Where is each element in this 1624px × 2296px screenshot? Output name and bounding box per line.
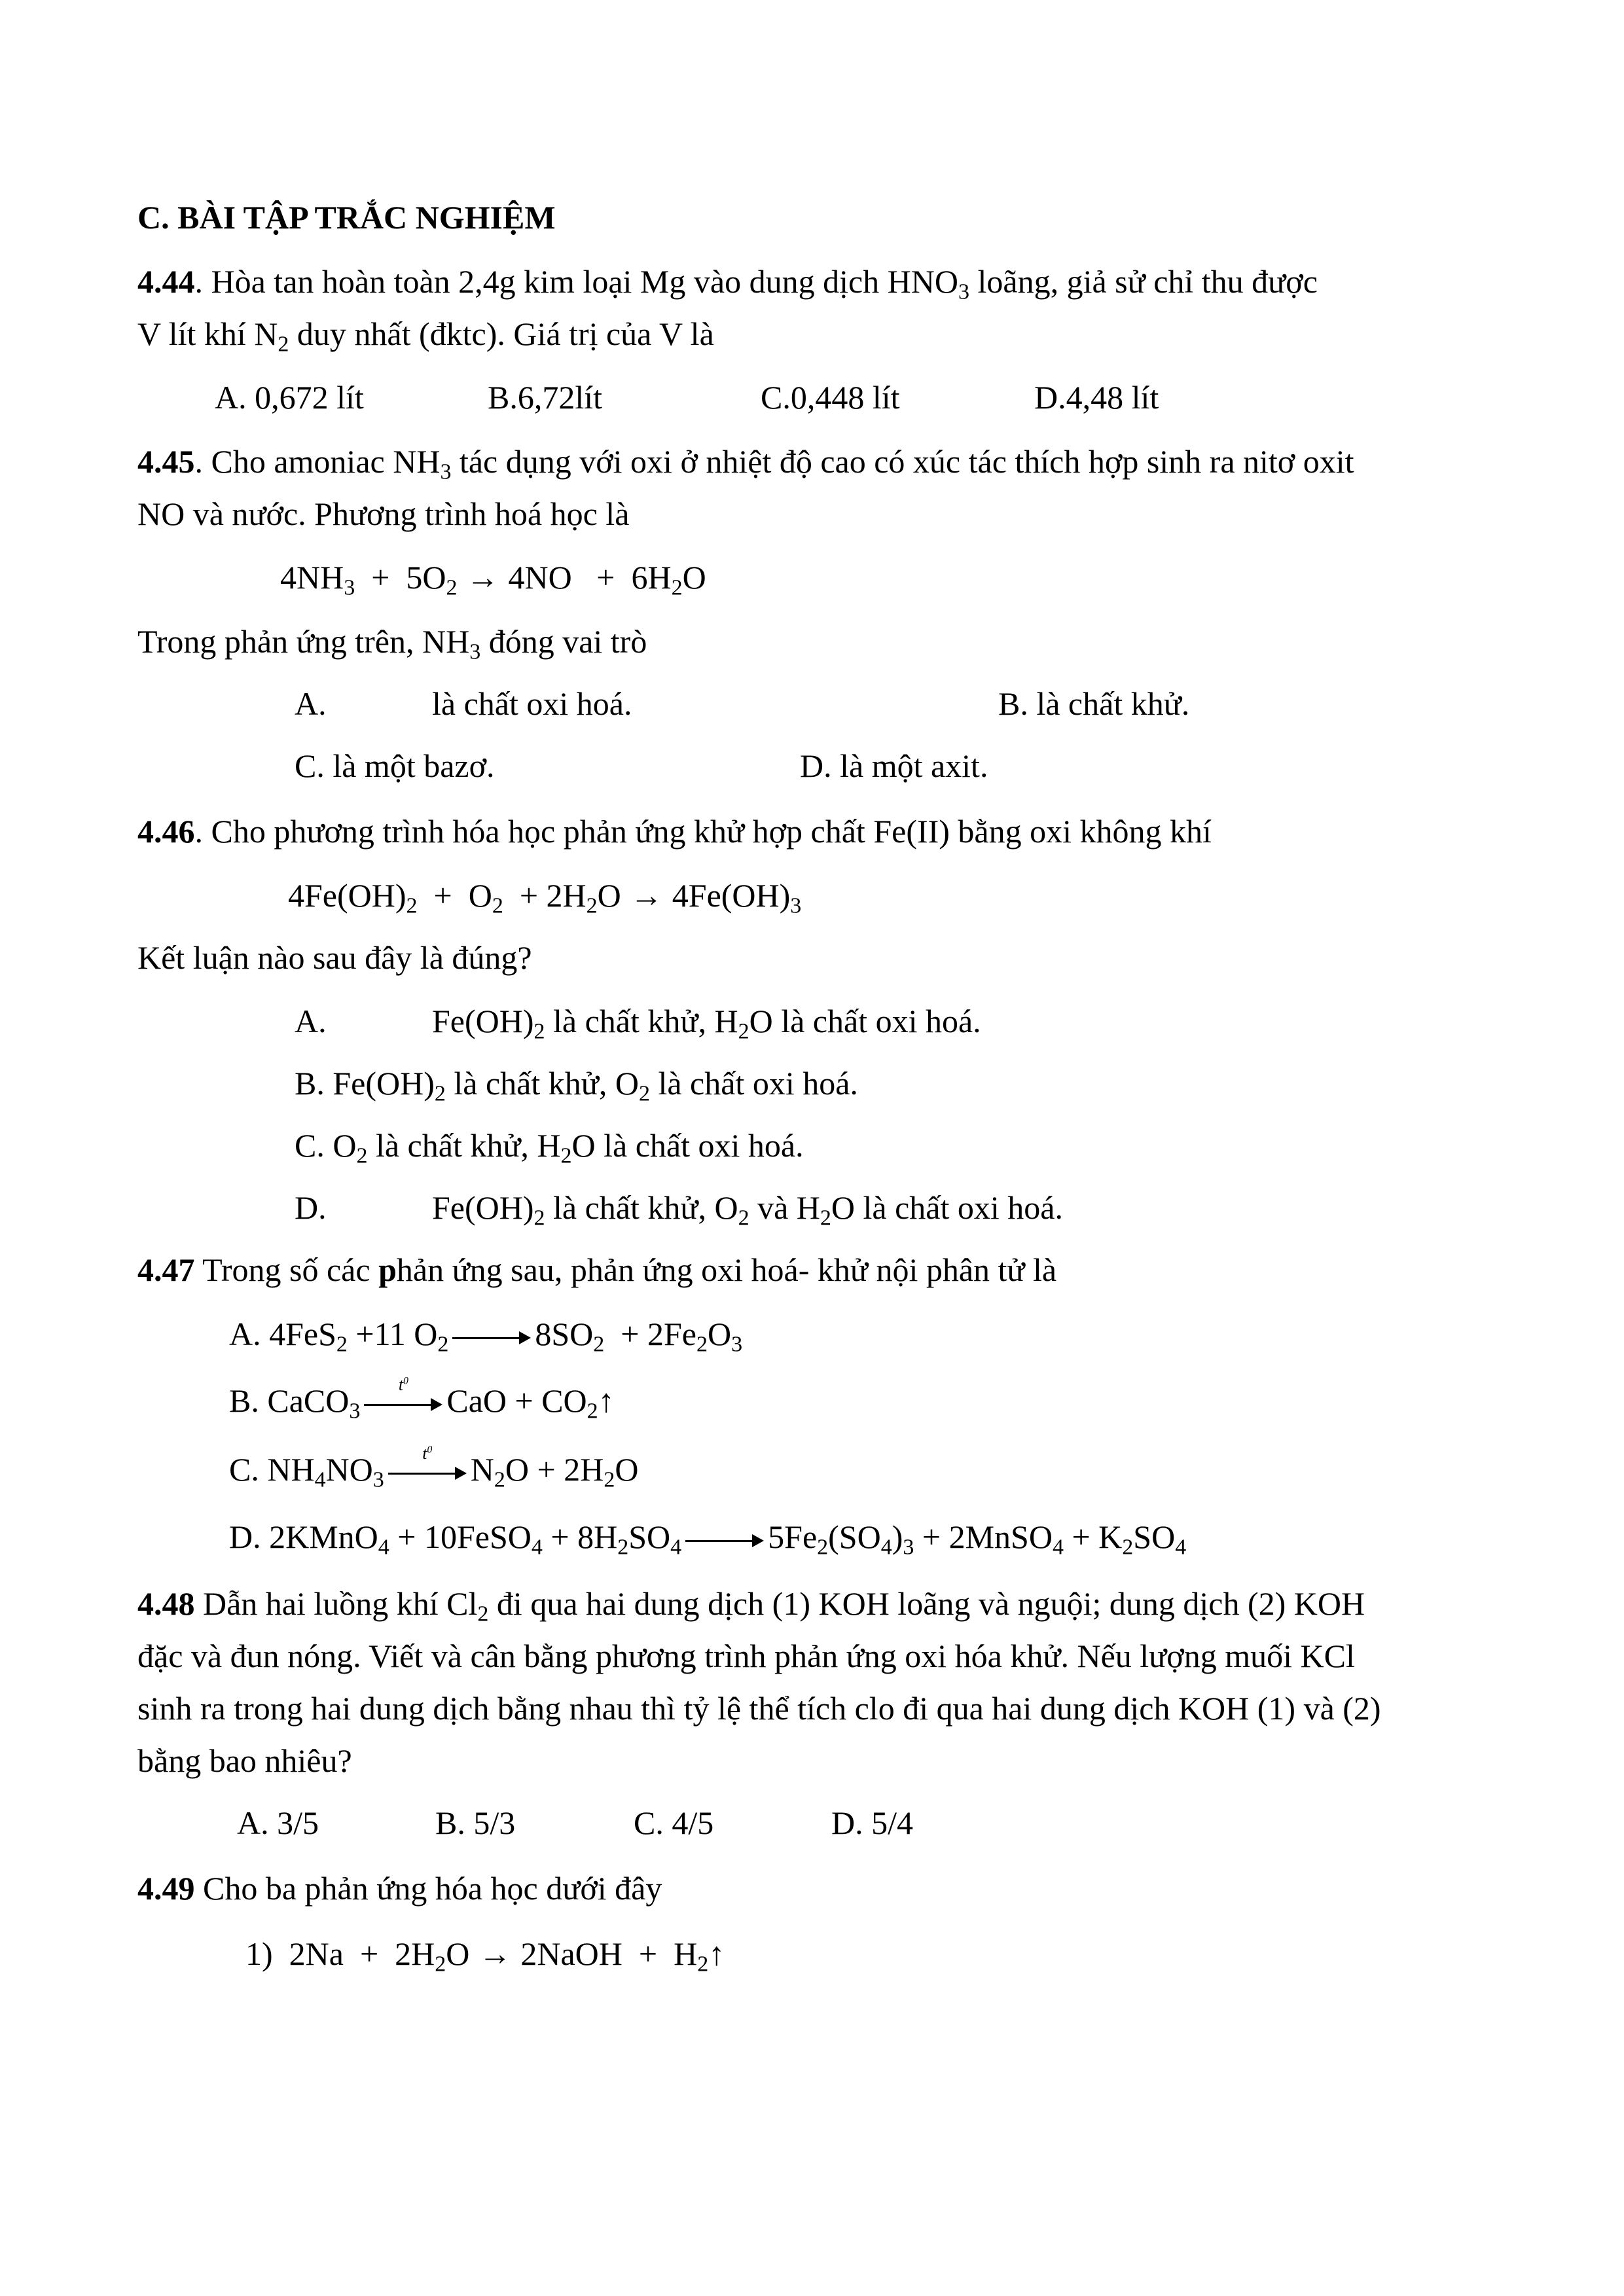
option-4-45-d: D. là một axit. <box>800 747 988 784</box>
up-arrow-icon: ↑ <box>598 1382 615 1419</box>
question-number: 4.48 <box>137 1585 195 1622</box>
arrow-icon: → <box>466 559 499 596</box>
option-4-48-a: A. 3/5 <box>237 1804 319 1841</box>
option-4-44-d: D.4,48 lít <box>1034 379 1159 416</box>
question-4-45-line-2: NO và nước. Phương trình hoá học là <box>137 495 630 532</box>
option-4-45-c: C. là một bazơ. <box>295 747 495 784</box>
question-number: 4.49 <box>137 1870 195 1907</box>
question-4-48-line-4: bằng bao nhiêu? <box>137 1742 352 1779</box>
question-4-47-line-1: 4.47 Trong số các phản ứng sau, phản ứng oxi hoá- khử nội phân tử là <box>137 1251 1057 1288</box>
question-4-48-line-3: sinh ra trong hai dung dịch bằng nhau thì tỷ lệ thể tích clo đi qua hai dung dịch KOH (1) và (2) <box>137 1690 1381 1727</box>
long-arrow-icon <box>685 1531 764 1551</box>
question-number: 4.47 <box>137 1251 195 1288</box>
option-4-45-b: B. là chất khử. <box>998 685 1190 722</box>
question-4-48-line-1: 4.48 Dẫn hai luồng khí $Cl_2$ đi qua hai dung dịch (1) KOH loãng và nguội; dung dịch (2) KOH <box>137 1585 1365 1626</box>
question-4-44-line-2: V lít khí $N_2$ duy nhất (đktc). Giá trị của V là <box>137 315 714 357</box>
option-4-48-c: C. 4/5 <box>634 1804 714 1841</box>
question-4-44-line-1: 4.44. Hòa tan hoàn toàn 2,4g kim loại Mg vào dung dịch $HNO_3$ loãng, giả sử chỉ thu được <box>137 263 1318 304</box>
option-4-47-b: B. CaCO$_3$ $t^0$ CaO + $CO_2↑$ <box>229 1374 615 1424</box>
up-arrow-icon: ↑ <box>708 1935 725 1972</box>
option-4-45-a-letter: A. <box>295 685 327 722</box>
question-4-45-line-1: 4.45. Cho amoniac $NH_3$ tác dụng với oxi ở nhiệt độ cao có xúc tác thích hợp sinh ra nitơ oxit <box>137 443 1354 484</box>
option-4-48-d: D. 5/4 <box>831 1804 913 1841</box>
question-number: 4.46 <box>137 813 195 850</box>
option-4-44-b: B.6,72lít <box>488 379 603 416</box>
option-4-46-d: $Fe(OH)_2$ là chất khử, $O_2$ và $H_2O$ là chất oxi hoá. <box>432 1189 1063 1230</box>
equation-4-45: $4NH_3 + 5O_2 \to 4NO + 6H_2O$ <box>280 559 706 600</box>
option-4-47-d: D. 2KMnO$_4$ + 10FeSO$_4$ + $8H_2SO_4$ $5Fe_2(SO_4)_3$ + 2MnSO$_4$ + $K_2SO_4$ <box>229 1518 1187 1560</box>
option-4-44-c: C.0,448 lít <box>761 379 900 416</box>
option-4-46-a-letter: A. <box>295 1003 327 1039</box>
option-4-47-a: A. 4FeS$_2$ +11 $O_2$ $8SO_2 + 2Fe_2O_3$ <box>229 1316 743 1357</box>
arrow-icon: → <box>478 1935 512 1972</box>
question-number: 4.44 <box>137 263 195 300</box>
question-4-49-line-1: 4.49 Cho ba phản ứng hóa học dưới đây <box>137 1870 662 1907</box>
question-number: 4.45 <box>137 443 195 480</box>
option-4-44-a: A. 0,672 lít <box>215 379 364 416</box>
long-arrow-icon <box>452 1328 531 1348</box>
heat-arrow-icon: $t^0$ <box>388 1463 467 1483</box>
question-4-46-line-2: Kết luận nào sau đây là đúng? <box>137 939 532 976</box>
question-4-46-line-1: 4.46. Cho phương trình hóa học phản ứng khử hợp chất Fe(II) bằng oxi không khí <box>137 813 1212 850</box>
arrow-icon: → <box>630 877 663 914</box>
heat-arrow-icon: $t^0$ <box>364 1395 442 1414</box>
section-title: C. BÀI TẬP TRẮC NGHIỆM <box>137 199 556 236</box>
question-4-48-line-2: đặc và đun nóng. Viết và cân bằng phương trình phản ứng oxi hóa khử. Nếu lượng muối KCl <box>137 1638 1355 1674</box>
equation-4-49-1: 1) $2Na + 2H_2O$ → 2NaOH + $H_2↑$ <box>245 1935 725 1977</box>
option-4-46-d-letter: D. <box>295 1189 327 1226</box>
equation-4-46: $4Fe(OH)_2 + O_2 + 2H_2O \to 4Fe(OH)_3$ <box>288 877 802 918</box>
option-4-46-b: B. $Fe(OH)_2$ là chất khử, $O_2$ là chất oxi hoá. <box>295 1065 858 1106</box>
option-4-45-a: là chất oxi hoá. <box>432 685 632 722</box>
option-4-47-c: C. $NH_4NO_3$ $t^0$ $N_2O + 2H_2O$ <box>229 1443 639 1492</box>
option-4-48-b: B. 5/3 <box>435 1804 516 1841</box>
option-4-46-c: C. $O_2$ là chất khử, $H_2O$ là chất oxi hoá. <box>295 1127 804 1168</box>
option-4-46-a: $Fe(OH)_2$ là chất khử, $H_2O$ là chất oxi hoá. <box>432 1003 981 1044</box>
question-4-45-line-3: Trong phản ứng trên, $NH_3$ đóng vai trò <box>137 623 647 664</box>
